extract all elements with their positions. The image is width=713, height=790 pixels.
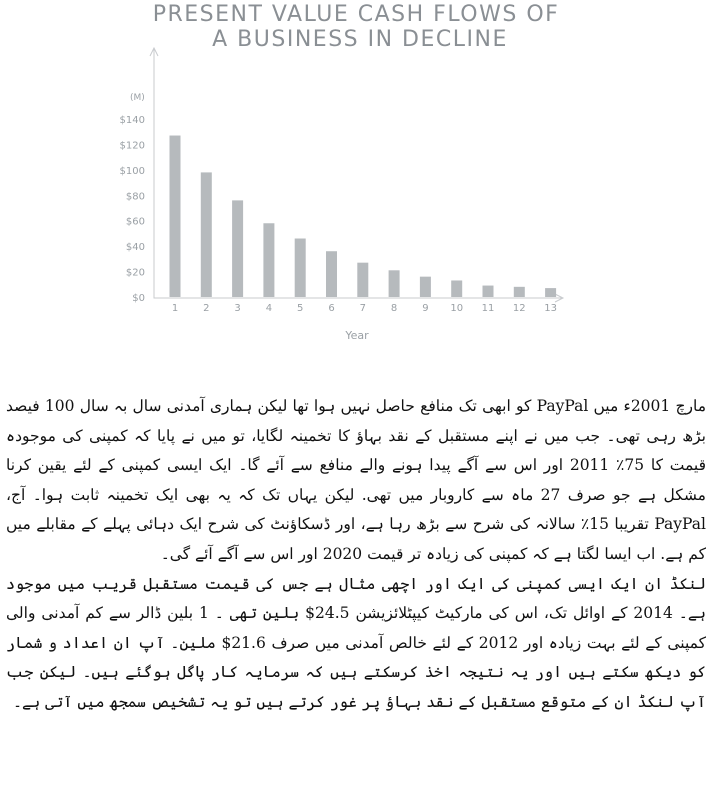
bar-year-11: [483, 286, 494, 297]
bar-year-3: [232, 200, 243, 297]
bar-year-7: [357, 263, 368, 297]
x-tick-label: 7: [359, 303, 366, 314]
x-tick-label: 12: [512, 303, 526, 314]
y-tick-label: $20: [125, 267, 145, 279]
x-tick-label: 6: [328, 303, 335, 314]
y-tick-label: $120: [119, 140, 145, 152]
bar-year-1: [170, 136, 181, 297]
y-tick-label: $60: [125, 216, 145, 228]
bar-year-6: [326, 251, 337, 297]
bars: [170, 136, 557, 297]
x-tick-label: 11: [481, 303, 495, 314]
x-tick-label: 5: [297, 303, 304, 314]
bar-year-12: [514, 287, 525, 297]
y-tick-label: $0: [132, 293, 145, 304]
bar-year-9: [420, 277, 431, 297]
y-tick-label: $40: [125, 242, 145, 254]
x-tick-label: 10: [450, 303, 464, 314]
bar-year-8: [389, 270, 400, 297]
x-tick-label: 2: [203, 303, 210, 314]
x-axis-label: Year: [345, 329, 369, 342]
y-unit-label: (M): [130, 93, 145, 103]
x-tick-label: 13: [544, 303, 557, 314]
x-tick-label: 9: [422, 303, 429, 314]
chart-title-line-2: A BUSINESS IN DECLINE: [212, 27, 508, 52]
bar-year-2: [201, 172, 212, 297]
article-paragraph-1: مارچ 2001ء میں PayPal کو ابھی تک منافع حاصل نہیں ہوا تھا لیکن ہماری آمدنی سال بہ سال 100 فیصد بڑھ رہی تھی۔ جب میں نے اپنے مستقبل کے نقد بہاؤ کا تخمینہ لگایا، تو میں نے پایا کہ کمپنی کی موجودہ قیمت کا 75٪ 2011 اور اس سے آگے پیدا ہونے والے منافع سے آئے گا۔ ایک ایسی کمپنی کے لئے یقین کرنا مشکل ہے جو صرف 27 ماہ سے کاروبار میں تھی. لیکن یہاں تک کہ یہ بھی ایک تخمینہ ثابت ہوا۔ آج، PayPal تقریبا 15٪ سالانہ کی شرح سے بڑھ رہا ہے، اور ڈسکاؤنٹ کی شرح ایک دہائی پہلے کے مقابلے میں کم ہے. اب ایسا لگتا ہے کہ کمپنی کی زیادہ تر قیمت 2020 اور اس سے آگے آئے گی۔: [6, 397, 707, 563]
x-tick-label: 1: [171, 303, 179, 314]
bar-year-10: [451, 280, 462, 297]
bar-year-4: [263, 223, 274, 297]
bar-year-5: [295, 239, 306, 297]
chart-axes: [154, 48, 563, 298]
y-tick-label: $140: [119, 115, 145, 126]
bar-chart: [0, 0, 713, 360]
x-tick-label: 3: [234, 303, 241, 314]
x-tick-label: 8: [390, 303, 398, 314]
x-tick-labels: [172, 303, 557, 314]
bar-year-13: [545, 288, 556, 297]
chart-title-line-1: PRESENT VALUE CASH FLOWS OF: [152, 2, 560, 27]
y-tick-label: $100: [119, 165, 145, 177]
y-tick-label: $80: [125, 191, 145, 203]
y-tick-labels: [120, 115, 145, 304]
article-paragraph-2: لنکڈ ان ایک ایسی کمپنی کی ایک اور اچھی مثال ہے جس کی قیمت مستقبل قریب میں موجود ہے۔ 2014 کے اوائل تک، اس کی مارکیٹ کیپٹلائزیشن 24.5$ بلین تھی ۔ 1 بلین ڈالر سے کم آمدنی والی کمپنی کے لئے بہت زیادہ اور 2012 کے لئے خالص آمدنی میں صرف 21.6$ ملین۔ آپ ان اعداد و شمار کو دیکھ سکتے ہیں اور یہ نتیجہ اخذ کرسکتے ہیں کہ سرمایہ کار پاگل ہوگئے ہیں۔ لیکن جب آپ لنکڈ ان کے متوقع مستقبل کے نقد بہاؤ پر غور کرتے ہیں تو یہ تشخیص سمجھ میں آتی ہے۔: [6, 574, 706, 711]
article-body: [6, 392, 706, 718]
x-tick-label: 4: [265, 303, 273, 314]
